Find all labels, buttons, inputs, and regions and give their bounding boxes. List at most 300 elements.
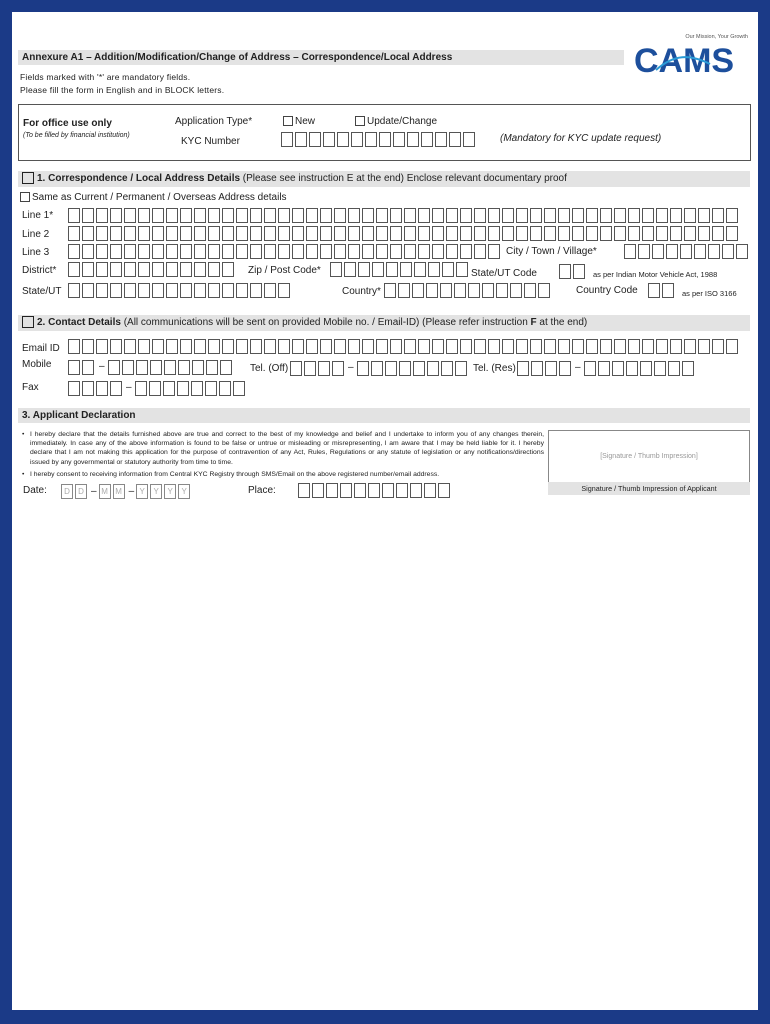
char-box[interactable]	[598, 361, 610, 376]
char-box[interactable]	[708, 244, 720, 259]
char-box[interactable]	[295, 132, 307, 147]
char-box[interactable]	[656, 339, 668, 354]
char-box[interactable]	[334, 244, 346, 259]
char-box[interactable]	[432, 226, 444, 241]
new-checkbox[interactable]	[283, 116, 293, 126]
city-input[interactable]	[624, 244, 750, 261]
char-box[interactable]	[348, 339, 360, 354]
district-input[interactable]	[68, 262, 236, 279]
char-box[interactable]	[124, 226, 136, 241]
same-as-checkbox[interactable]	[20, 192, 30, 202]
char-box[interactable]	[684, 339, 696, 354]
char-box[interactable]	[208, 262, 220, 277]
char-box[interactable]	[488, 244, 500, 259]
char-box[interactable]	[278, 283, 290, 298]
char-box[interactable]	[530, 339, 542, 354]
char-box[interactable]	[438, 483, 450, 498]
char-box[interactable]	[446, 208, 458, 223]
char-box[interactable]	[138, 339, 150, 354]
char-box[interactable]	[435, 132, 447, 147]
char-box[interactable]	[396, 483, 408, 498]
char-box[interactable]	[517, 361, 529, 376]
char-box[interactable]	[446, 244, 458, 259]
char-box[interactable]	[460, 339, 472, 354]
char-box[interactable]	[138, 244, 150, 259]
char-box[interactable]	[136, 360, 148, 375]
char-box[interactable]	[110, 226, 122, 241]
line2-input[interactable]	[68, 226, 740, 243]
date-input[interactable]	[61, 484, 192, 499]
char-box[interactable]	[354, 483, 366, 498]
char-box[interactable]	[206, 360, 218, 375]
char-box[interactable]	[413, 361, 425, 376]
char-box[interactable]	[250, 226, 262, 241]
char-box[interactable]	[177, 381, 189, 396]
char-box[interactable]	[236, 208, 248, 223]
char-box[interactable]	[250, 244, 262, 259]
char-box[interactable]	[454, 283, 466, 298]
char-box[interactable]	[306, 226, 318, 241]
char-box[interactable]	[474, 244, 486, 259]
char-box[interactable]	[96, 283, 108, 298]
char-box[interactable]	[558, 226, 570, 241]
date-month-box[interactable]: M	[113, 484, 125, 499]
same-as-option[interactable]	[20, 192, 287, 203]
char-box[interactable]	[586, 339, 598, 354]
char-box[interactable]	[96, 244, 108, 259]
char-box[interactable]	[68, 262, 80, 277]
char-box[interactable]	[426, 283, 438, 298]
char-box[interactable]	[306, 339, 318, 354]
char-box[interactable]	[82, 283, 94, 298]
char-box[interactable]	[348, 244, 360, 259]
char-box[interactable]	[516, 226, 528, 241]
char-box[interactable]	[418, 208, 430, 223]
char-box[interactable]	[726, 226, 738, 241]
char-box[interactable]	[323, 132, 335, 147]
state-input[interactable]	[68, 283, 292, 300]
char-box[interactable]	[628, 226, 640, 241]
char-box[interactable]	[572, 226, 584, 241]
char-box[interactable]	[382, 483, 394, 498]
char-box[interactable]	[455, 361, 467, 376]
char-box[interactable]	[407, 132, 419, 147]
char-box[interactable]	[456, 262, 468, 277]
char-box[interactable]	[163, 381, 175, 396]
char-box[interactable]	[278, 226, 290, 241]
char-box[interactable]	[138, 226, 150, 241]
char-box[interactable]	[222, 283, 234, 298]
char-box[interactable]	[222, 226, 234, 241]
char-box[interactable]	[96, 339, 108, 354]
char-box[interactable]	[96, 381, 108, 396]
char-box[interactable]	[379, 132, 391, 147]
char-box[interactable]	[362, 339, 374, 354]
char-box[interactable]	[236, 283, 248, 298]
char-box[interactable]	[441, 361, 453, 376]
char-box[interactable]	[524, 283, 536, 298]
char-box[interactable]	[614, 339, 626, 354]
char-box[interactable]	[376, 339, 388, 354]
char-box[interactable]	[152, 262, 164, 277]
char-box[interactable]	[531, 361, 543, 376]
char-box[interactable]	[510, 283, 522, 298]
char-box[interactable]	[208, 283, 220, 298]
char-box[interactable]	[82, 360, 94, 375]
char-box[interactable]	[460, 226, 472, 241]
char-box[interactable]	[559, 264, 571, 279]
char-box[interactable]	[124, 262, 136, 277]
char-box[interactable]	[166, 244, 178, 259]
char-box[interactable]	[236, 339, 248, 354]
char-box[interactable]	[264, 283, 276, 298]
char-box[interactable]	[332, 361, 344, 376]
char-box[interactable]	[586, 208, 598, 223]
char-box[interactable]	[326, 483, 338, 498]
char-box[interactable]	[250, 283, 262, 298]
char-box[interactable]	[68, 381, 80, 396]
char-box[interactable]	[628, 339, 640, 354]
char-box[interactable]	[357, 361, 369, 376]
char-box[interactable]	[544, 208, 556, 223]
char-box[interactable]	[638, 244, 650, 259]
char-box[interactable]	[236, 244, 248, 259]
char-box[interactable]	[194, 262, 206, 277]
char-box[interactable]	[538, 283, 550, 298]
update-checkbox[interactable]	[355, 116, 365, 126]
char-box[interactable]	[684, 208, 696, 223]
char-box[interactable]	[399, 361, 411, 376]
mobile-number-input[interactable]	[108, 360, 234, 377]
char-box[interactable]	[474, 339, 486, 354]
kyc-number-input[interactable]	[281, 132, 477, 149]
char-box[interactable]	[205, 381, 217, 396]
char-box[interactable]	[586, 226, 598, 241]
char-box[interactable]	[640, 361, 652, 376]
mobile-country-input[interactable]	[68, 360, 96, 377]
char-box[interactable]	[281, 132, 293, 147]
char-box[interactable]	[530, 226, 542, 241]
char-box[interactable]	[446, 339, 458, 354]
char-box[interactable]	[334, 208, 346, 223]
char-box[interactable]	[432, 339, 444, 354]
country-code-input[interactable]	[648, 283, 676, 300]
char-box[interactable]	[278, 244, 290, 259]
char-box[interactable]	[584, 361, 596, 376]
state-code-input[interactable]	[559, 264, 587, 281]
char-box[interactable]	[362, 244, 374, 259]
char-box[interactable]	[376, 244, 388, 259]
char-box[interactable]	[149, 381, 161, 396]
char-box[interactable]	[96, 208, 108, 223]
char-box[interactable]	[351, 132, 363, 147]
char-box[interactable]	[68, 208, 80, 223]
char-box[interactable]	[670, 339, 682, 354]
char-box[interactable]	[110, 381, 122, 396]
char-box[interactable]	[278, 339, 290, 354]
char-box[interactable]	[122, 360, 134, 375]
char-box[interactable]	[152, 226, 164, 241]
char-box[interactable]	[264, 226, 276, 241]
char-box[interactable]	[152, 208, 164, 223]
char-box[interactable]	[404, 244, 416, 259]
char-box[interactable]	[298, 483, 310, 498]
char-box[interactable]	[488, 208, 500, 223]
char-box[interactable]	[348, 208, 360, 223]
char-box[interactable]	[398, 283, 410, 298]
date-year-box[interactable]: Y	[164, 484, 176, 499]
char-box[interactable]	[670, 208, 682, 223]
char-box[interactable]	[264, 244, 276, 259]
char-box[interactable]	[474, 208, 486, 223]
tel-res-number-input[interactable]	[584, 361, 696, 378]
char-box[interactable]	[152, 244, 164, 259]
char-box[interactable]	[559, 361, 571, 376]
char-box[interactable]	[418, 339, 430, 354]
char-box[interactable]	[390, 339, 402, 354]
char-box[interactable]	[334, 226, 346, 241]
char-box[interactable]	[600, 339, 612, 354]
char-box[interactable]	[138, 283, 150, 298]
char-box[interactable]	[404, 226, 416, 241]
char-box[interactable]	[340, 483, 352, 498]
char-box[interactable]	[222, 262, 234, 277]
char-box[interactable]	[628, 208, 640, 223]
section2-checkbox[interactable]	[22, 316, 34, 328]
char-box[interactable]	[502, 208, 514, 223]
char-box[interactable]	[250, 208, 262, 223]
char-box[interactable]	[544, 226, 556, 241]
char-box[interactable]	[304, 361, 316, 376]
char-box[interactable]	[124, 208, 136, 223]
char-box[interactable]	[166, 226, 178, 241]
section1-checkbox[interactable]	[22, 172, 34, 184]
char-box[interactable]	[393, 132, 405, 147]
char-box[interactable]	[208, 226, 220, 241]
char-box[interactable]	[178, 360, 190, 375]
char-box[interactable]	[124, 244, 136, 259]
char-box[interactable]	[290, 361, 302, 376]
char-box[interactable]	[110, 339, 122, 354]
char-box[interactable]	[334, 339, 346, 354]
char-box[interactable]	[558, 339, 570, 354]
char-box[interactable]	[278, 208, 290, 223]
char-box[interactable]	[96, 226, 108, 241]
char-box[interactable]	[390, 226, 402, 241]
char-box[interactable]	[312, 483, 324, 498]
char-box[interactable]	[558, 208, 570, 223]
char-box[interactable]	[516, 339, 528, 354]
char-box[interactable]	[68, 244, 80, 259]
char-box[interactable]	[320, 339, 332, 354]
char-box[interactable]	[385, 361, 397, 376]
char-box[interactable]	[222, 208, 234, 223]
char-box[interactable]	[180, 339, 192, 354]
char-box[interactable]	[306, 244, 318, 259]
char-box[interactable]	[194, 244, 206, 259]
char-box[interactable]	[654, 361, 666, 376]
char-box[interactable]	[180, 226, 192, 241]
char-box[interactable]	[530, 208, 542, 223]
char-box[interactable]	[390, 208, 402, 223]
char-box[interactable]	[722, 244, 734, 259]
date-year-box[interactable]: Y	[136, 484, 148, 499]
char-box[interactable]	[698, 226, 710, 241]
char-box[interactable]	[180, 244, 192, 259]
char-box[interactable]	[124, 339, 136, 354]
char-box[interactable]	[208, 244, 220, 259]
char-box[interactable]	[427, 361, 439, 376]
place-input[interactable]	[298, 483, 452, 500]
char-box[interactable]	[362, 226, 374, 241]
char-box[interactable]	[194, 339, 206, 354]
tel-res-std-input[interactable]	[517, 361, 573, 378]
char-box[interactable]	[194, 208, 206, 223]
char-box[interactable]	[292, 208, 304, 223]
char-box[interactable]	[110, 244, 122, 259]
char-box[interactable]	[421, 132, 433, 147]
char-box[interactable]	[544, 339, 556, 354]
char-box[interactable]	[180, 283, 192, 298]
char-box[interactable]	[698, 208, 710, 223]
char-box[interactable]	[82, 262, 94, 277]
char-box[interactable]	[449, 132, 461, 147]
char-box[interactable]	[68, 360, 80, 375]
char-box[interactable]	[372, 262, 384, 277]
char-box[interactable]	[502, 339, 514, 354]
char-box[interactable]	[135, 381, 147, 396]
date-year-box[interactable]: Y	[150, 484, 162, 499]
char-box[interactable]	[110, 208, 122, 223]
line1-input[interactable]	[68, 208, 740, 225]
char-box[interactable]	[662, 283, 674, 298]
char-box[interactable]	[292, 244, 304, 259]
char-box[interactable]	[726, 208, 738, 223]
char-box[interactable]	[82, 244, 94, 259]
char-box[interactable]	[318, 361, 330, 376]
date-day-box[interactable]: D	[75, 484, 87, 499]
char-box[interactable]	[330, 262, 342, 277]
char-box[interactable]	[463, 132, 475, 147]
char-box[interactable]	[684, 226, 696, 241]
char-box[interactable]	[412, 283, 424, 298]
fax-std-input[interactable]	[68, 381, 124, 398]
char-box[interactable]	[624, 244, 636, 259]
char-box[interactable]	[666, 244, 678, 259]
char-box[interactable]	[344, 262, 356, 277]
char-box[interactable]	[712, 226, 724, 241]
char-box[interactable]	[482, 283, 494, 298]
char-box[interactable]	[614, 208, 626, 223]
char-box[interactable]	[642, 208, 654, 223]
char-box[interactable]	[442, 262, 454, 277]
char-box[interactable]	[166, 208, 178, 223]
fax-number-input[interactable]	[135, 381, 247, 398]
line3-input[interactable]	[68, 244, 502, 261]
country-input[interactable]	[384, 283, 552, 300]
char-box[interactable]	[368, 483, 380, 498]
char-box[interactable]	[292, 226, 304, 241]
char-box[interactable]	[460, 244, 472, 259]
char-box[interactable]	[384, 283, 396, 298]
signature-box[interactable]	[548, 430, 750, 484]
char-box[interactable]	[694, 244, 706, 259]
char-box[interactable]	[124, 283, 136, 298]
char-box[interactable]	[376, 208, 388, 223]
char-box[interactable]	[648, 283, 660, 298]
char-box[interactable]	[320, 208, 332, 223]
char-box[interactable]	[219, 381, 231, 396]
tel-off-number-input[interactable]	[357, 361, 469, 378]
char-box[interactable]	[680, 244, 692, 259]
new-option[interactable]	[283, 116, 315, 127]
char-box[interactable]	[600, 208, 612, 223]
char-box[interactable]	[410, 483, 422, 498]
date-month-box[interactable]: M	[99, 484, 111, 499]
char-box[interactable]	[545, 361, 557, 376]
char-box[interactable]	[220, 360, 232, 375]
char-box[interactable]	[736, 244, 748, 259]
char-box[interactable]	[292, 339, 304, 354]
char-box[interactable]	[180, 208, 192, 223]
char-box[interactable]	[670, 226, 682, 241]
char-box[interactable]	[390, 244, 402, 259]
char-box[interactable]	[306, 208, 318, 223]
char-box[interactable]	[488, 226, 500, 241]
char-box[interactable]	[365, 132, 377, 147]
char-box[interactable]	[432, 244, 444, 259]
char-box[interactable]	[236, 226, 248, 241]
char-box[interactable]	[358, 262, 370, 277]
char-box[interactable]	[166, 283, 178, 298]
char-box[interactable]	[432, 208, 444, 223]
char-box[interactable]	[712, 339, 724, 354]
char-box[interactable]	[656, 208, 668, 223]
char-box[interactable]	[371, 361, 383, 376]
char-box[interactable]	[726, 339, 738, 354]
char-box[interactable]	[222, 244, 234, 259]
char-box[interactable]	[166, 262, 178, 277]
char-box[interactable]	[320, 244, 332, 259]
char-box[interactable]	[698, 339, 710, 354]
char-box[interactable]	[309, 132, 321, 147]
char-box[interactable]	[572, 208, 584, 223]
char-box[interactable]	[418, 244, 430, 259]
char-box[interactable]	[652, 244, 664, 259]
char-box[interactable]	[573, 264, 585, 279]
char-box[interactable]	[572, 339, 584, 354]
char-box[interactable]	[642, 339, 654, 354]
char-box[interactable]	[68, 226, 80, 241]
char-box[interactable]	[614, 226, 626, 241]
char-box[interactable]	[337, 132, 349, 147]
char-box[interactable]	[400, 262, 412, 277]
char-box[interactable]	[446, 226, 458, 241]
char-box[interactable]	[428, 262, 440, 277]
update-option[interactable]	[355, 116, 437, 127]
char-box[interactable]	[516, 208, 528, 223]
char-box[interactable]	[82, 381, 94, 396]
char-box[interactable]	[502, 226, 514, 241]
char-box[interactable]	[404, 208, 416, 223]
zip-input[interactable]	[330, 262, 470, 279]
char-box[interactable]	[194, 226, 206, 241]
char-box[interactable]	[68, 283, 80, 298]
char-box[interactable]	[264, 208, 276, 223]
char-box[interactable]	[191, 381, 203, 396]
char-box[interactable]	[138, 208, 150, 223]
char-box[interactable]	[668, 361, 680, 376]
